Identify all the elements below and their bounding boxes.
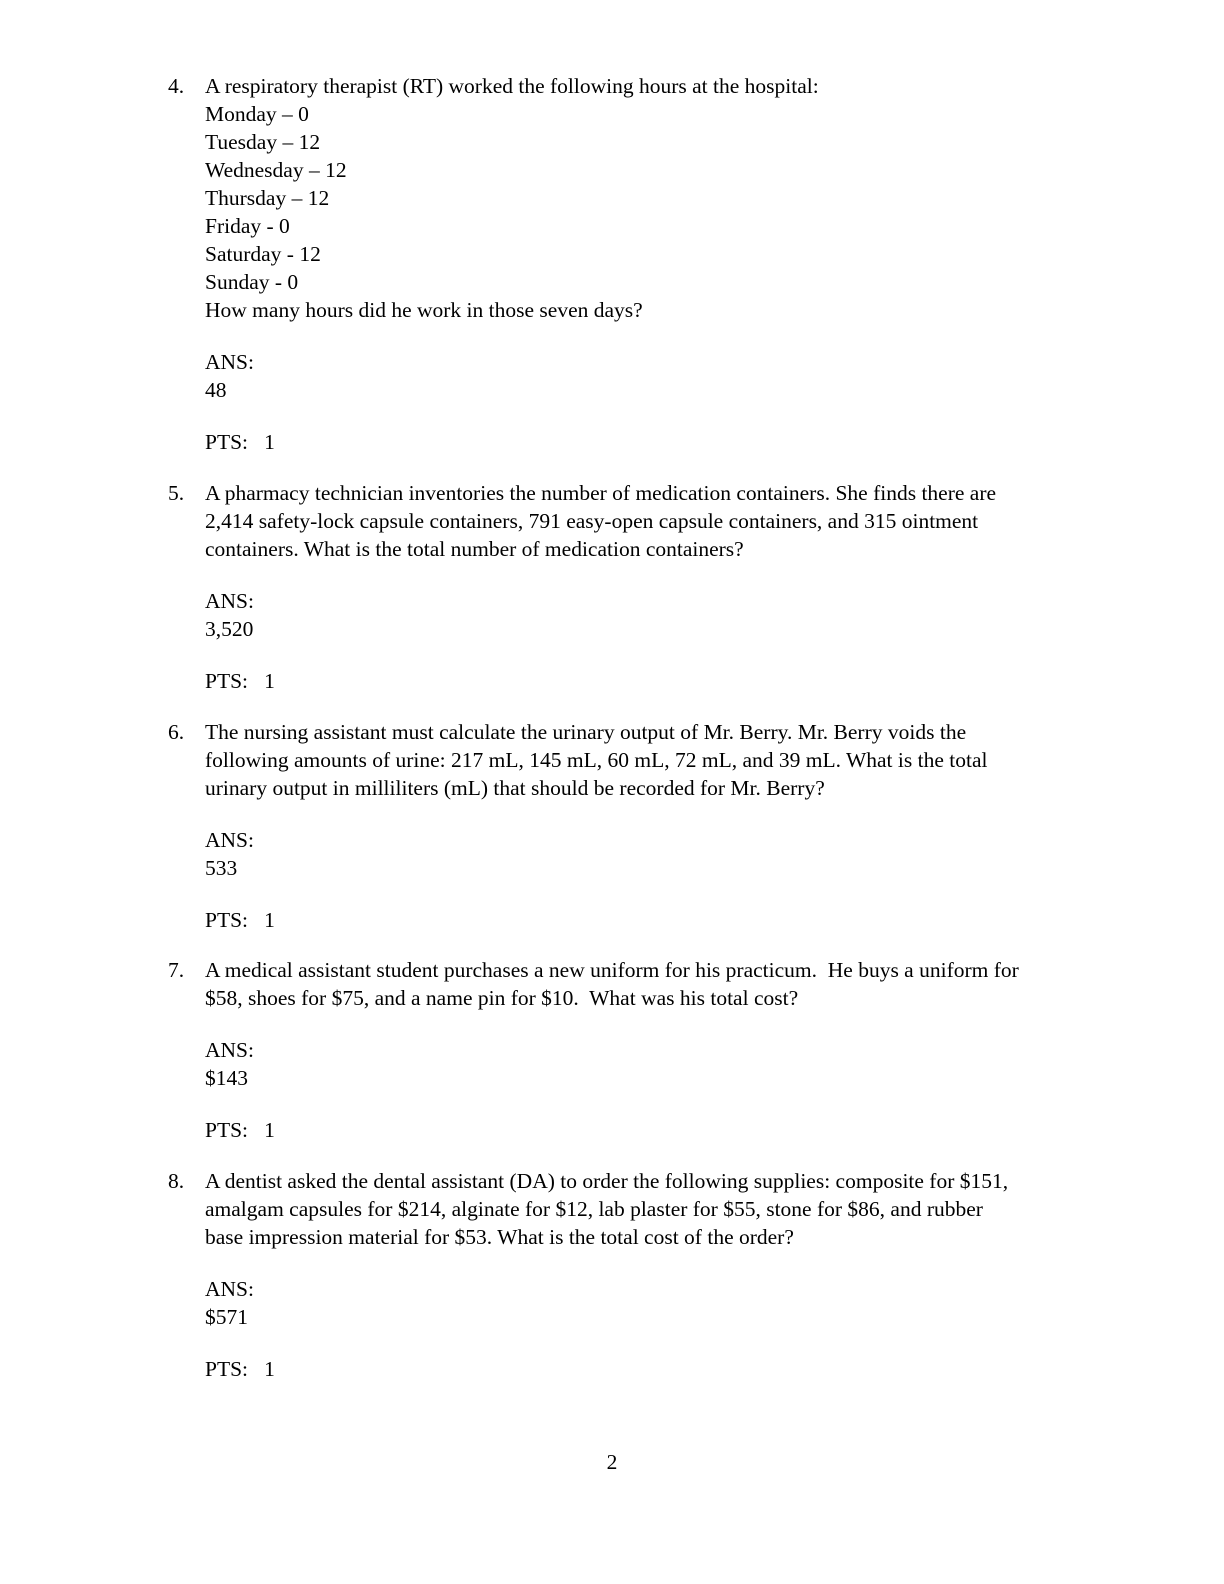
- points: PTS: 1: [205, 908, 275, 932]
- answer-value: 48: [205, 378, 227, 402]
- answer-label: ANS:: [205, 1277, 254, 1301]
- question-prompt: The nursing assistant must calculate the urinary output of Mr. Berry. Mr. Berry voids the: [205, 720, 967, 744]
- hours-sunday: Sunday - 0: [205, 270, 299, 294]
- answer-label: ANS:: [205, 589, 254, 613]
- question-prompt: $58, shoes for $75, and a name pin for $10. What was his total cost?: [205, 986, 799, 1010]
- hours-saturday: Saturday - 12: [205, 242, 321, 266]
- answer-value: 3,520: [205, 617, 254, 641]
- question-prompt: base impression material for $53. What is the total cost of the order?: [205, 1225, 794, 1249]
- answer-label: ANS:: [205, 1038, 254, 1062]
- question-number: 4.: [168, 74, 185, 98]
- hours-tuesday: Tuesday – 12: [205, 130, 321, 154]
- question-6: [168, 718, 1118, 934]
- hours-thursday: Thursday – 12: [205, 186, 330, 210]
- question-4: [168, 72, 1118, 456]
- question-prompt: 2,414 safety-lock capsule containers, 791 easy-open capsule containers, and 315 ointment: [205, 509, 979, 533]
- question-number: 7.: [168, 958, 185, 982]
- question-prompt: A pharmacy technician inventories the number of medication containers. She finds there are: [205, 481, 997, 505]
- answer-value: $143: [205, 1066, 248, 1090]
- question-number: 5.: [168, 481, 185, 505]
- answer-label: ANS:: [205, 350, 254, 374]
- question-prompt: following amounts of urine: 217 mL, 145 mL, 60 mL, 72 mL, and 39 mL. What is the total: [205, 748, 988, 772]
- hours-friday: Friday - 0: [205, 214, 290, 238]
- page-number: 2: [606, 1450, 618, 1474]
- answer-value: 533: [205, 856, 238, 880]
- question-prompt: containers. What is the total number of medication containers?: [205, 537, 744, 561]
- points: PTS: 1: [205, 1118, 275, 1142]
- hours-monday: Monday – 0: [205, 102, 309, 126]
- question-7: [168, 956, 1118, 1144]
- question-prompt: amalgam capsules for $214, alginate for $12, lab plaster for $55, stone for $86, and rubber: [205, 1197, 983, 1221]
- question-prompt-ending: How many hours did he work in those seven days?: [205, 298, 643, 322]
- question-5: [168, 479, 1118, 695]
- question-8: [168, 1167, 1118, 1383]
- hours-wednesday: Wednesday – 12: [205, 158, 347, 182]
- answer-value: $571: [205, 1305, 248, 1329]
- question-prompt: A dentist asked the dental assistant (DA) to order the following supplies: composite for $151,: [205, 1169, 1009, 1193]
- question-number: 6.: [168, 720, 185, 744]
- question-prompt: urinary output in milliliters (mL) that should be recorded for Mr. Berry?: [205, 776, 825, 800]
- points: PTS: 1: [205, 669, 275, 693]
- answer-label: ANS:: [205, 828, 254, 852]
- question-prompt: A medical assistant student purchases a new uniform for his practicum. He buys a uniform for: [205, 958, 1019, 982]
- question-number: 8.: [168, 1169, 185, 1193]
- points: PTS: 1: [205, 1357, 275, 1381]
- question-prompt: A respiratory therapist (RT) worked the following hours at the hospital:: [205, 74, 819, 98]
- points: PTS: 1: [205, 430, 275, 454]
